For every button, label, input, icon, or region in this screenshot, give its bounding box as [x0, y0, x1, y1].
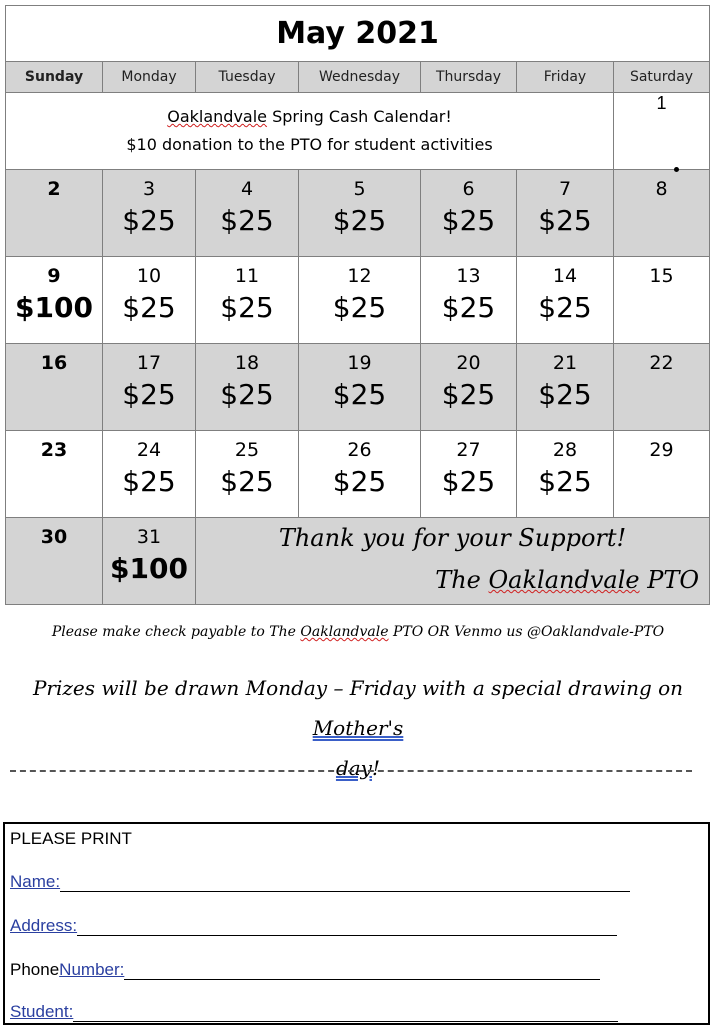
day-number: 14 — [552, 265, 578, 287]
day-cell — [6, 170, 103, 257]
day-cell — [299, 257, 421, 344]
phone-field-row[interactable] — [10, 960, 600, 980]
signature-line — [196, 566, 699, 594]
payment-note-prefix: Please make check payable to The — [51, 624, 301, 640]
address-label: Address: — [10, 916, 78, 935]
day-number: 22 — [649, 352, 674, 374]
intro-row — [6, 93, 710, 170]
intro-banner — [6, 93, 614, 170]
day-number: 7 — [558, 178, 572, 200]
day-cell — [517, 257, 614, 344]
week-row-4 — [6, 431, 710, 518]
day-number: 27 — [456, 439, 481, 461]
day-cell — [421, 344, 517, 431]
day-number: 25 — [234, 439, 260, 461]
day-number: 18 — [234, 352, 260, 374]
weekday-monday: Monday — [103, 62, 196, 93]
day-cell — [614, 170, 710, 257]
payment-note-suffix: PTO OR Venmo us @Oaklandvale-PTO — [388, 624, 665, 640]
prize-amount: $25 — [122, 465, 176, 498]
day-number: 4 — [240, 178, 254, 200]
day-cell — [614, 257, 710, 344]
day-number: 26 — [347, 439, 372, 461]
day-number: 5 — [353, 178, 366, 200]
day-cell — [103, 170, 196, 257]
day-cell — [421, 170, 517, 257]
prize-amount: $25 — [441, 378, 496, 411]
week-row-1 — [6, 170, 710, 257]
day-number: 10 — [136, 265, 162, 287]
day-number: 21 — [552, 352, 578, 374]
week-row-5 — [6, 518, 710, 605]
day-number: 28 — [552, 439, 578, 461]
weekday-thursday: Thursday — [421, 62, 517, 93]
prize-amount: $25 — [441, 465, 496, 498]
day-cell-1 — [614, 93, 710, 170]
day-number: 20 — [456, 352, 481, 374]
intro-line-1 — [6, 103, 613, 131]
prize-amount: $25 — [220, 378, 274, 411]
weekday-friday: Friday — [517, 62, 614, 93]
prize-amount: $25 — [441, 204, 496, 237]
day-cell — [517, 170, 614, 257]
day-cell — [517, 431, 614, 518]
calendar-title: May 2021 — [6, 6, 710, 62]
day-cell — [103, 431, 196, 518]
week-row-3 — [6, 344, 710, 431]
name-field-row[interactable] — [10, 872, 630, 892]
prize-amount: $100 — [15, 291, 93, 324]
phone-label-prefix: Phone — [10, 960, 60, 979]
day-cell — [196, 431, 299, 518]
day-number: 19 — [347, 352, 372, 374]
mothers-day-link-2[interactable]: day — [335, 756, 372, 780]
prize-amount: $25 — [538, 465, 592, 498]
day-cell — [299, 170, 421, 257]
prize-amount: $100 — [110, 552, 188, 585]
day-number: 15 — [649, 265, 674, 287]
day-cell — [103, 344, 196, 431]
day-cell — [421, 431, 517, 518]
day-cell — [196, 344, 299, 431]
school-name: Oaklandvale — [167, 107, 268, 126]
student-label: Student: — [10, 1002, 74, 1021]
day-number: 29 — [649, 439, 674, 461]
phone-line[interactable] — [124, 979, 600, 980]
prize-amount: $25 — [538, 204, 592, 237]
day-number: 16 — [40, 352, 68, 374]
prize-amount: $25 — [538, 291, 592, 324]
day-number: 8 — [655, 178, 668, 200]
intro-line-1-rest: Spring Cash Calendar! — [267, 107, 452, 126]
prize-drawing-text: Prizes will be drawn Monday – Friday with a special drawing on — [32, 676, 684, 700]
day-number: 12 — [347, 265, 372, 287]
prize-amount: $25 — [538, 378, 592, 411]
prize-amount: $25 — [332, 465, 387, 498]
day-number: 24 — [136, 439, 162, 461]
weekday-sunday: Sunday — [6, 62, 103, 93]
address-field-row[interactable] — [10, 916, 617, 936]
day-cell — [103, 257, 196, 344]
day-cell — [6, 518, 103, 605]
prize-amount: $25 — [220, 291, 274, 324]
prize-amount: $25 — [220, 204, 274, 237]
day-cell — [196, 257, 299, 344]
cut-line — [10, 770, 692, 772]
calendar-table — [5, 5, 710, 605]
student-field-row[interactable] — [10, 1002, 618, 1022]
prize-amount: $25 — [220, 465, 274, 498]
prize-amount: $25 — [332, 204, 387, 237]
prize-amount: $25 — [122, 378, 176, 411]
day-cell — [299, 431, 421, 518]
day-cell — [614, 344, 710, 431]
day-cell — [517, 344, 614, 431]
weekday-header-row — [6, 62, 710, 93]
day-number: 3 — [142, 178, 156, 200]
day-cell — [614, 431, 710, 518]
day-number: 2 — [47, 178, 61, 200]
day-cell — [103, 518, 196, 605]
day-number: 6 — [462, 178, 475, 200]
payment-note — [0, 624, 716, 640]
thank-you-line: Thank you for your Support! — [278, 524, 627, 552]
prize-amount: $25 — [122, 204, 176, 237]
prize-amount: $25 — [122, 291, 176, 324]
signature-suffix: PTO — [639, 566, 700, 594]
entry-form — [3, 822, 710, 1025]
prize-amount: $25 — [332, 291, 387, 324]
name-label: Name: — [10, 872, 61, 891]
day-cell — [6, 257, 103, 344]
week-row-2 — [6, 257, 710, 344]
day-number: 13 — [456, 265, 481, 287]
prize-amount: $25 — [332, 378, 387, 411]
signature-school-name: Oaklandvale — [488, 566, 640, 594]
intro-line-2: $10 donation to the PTO for student activities — [126, 135, 493, 154]
day-cell — [421, 257, 517, 344]
weekday-wednesday: Wednesday — [299, 62, 421, 93]
address-line[interactable] — [77, 935, 617, 936]
student-line[interactable] — [73, 1021, 618, 1022]
prize-drawing-end: ! — [371, 756, 381, 780]
signature-prefix: The — [435, 566, 489, 594]
day-cell — [6, 431, 103, 518]
weekday-tuesday: Tuesday — [196, 62, 299, 93]
prize-amount: $25 — [441, 291, 496, 324]
day-number: 1 — [656, 93, 667, 113]
day-number: 31 — [136, 526, 162, 548]
form-header: PLEASE PRINT — [10, 829, 132, 848]
phone-label: Number: — [59, 960, 125, 979]
day-number: 30 — [40, 526, 68, 548]
day-number: 17 — [136, 352, 162, 374]
day-number: 9 — [47, 265, 61, 287]
thank-you-note — [196, 518, 710, 605]
day-cell — [196, 170, 299, 257]
mothers-day-link-1[interactable]: Mother's — [312, 716, 404, 740]
name-line[interactable] — [60, 891, 630, 892]
day-number: 23 — [40, 439, 68, 461]
day-number: 11 — [234, 265, 260, 287]
day-cell — [6, 344, 103, 431]
payment-note-school: Oaklandvale — [300, 624, 389, 640]
day-cell — [299, 344, 421, 431]
weekday-saturday: Saturday — [614, 62, 710, 93]
